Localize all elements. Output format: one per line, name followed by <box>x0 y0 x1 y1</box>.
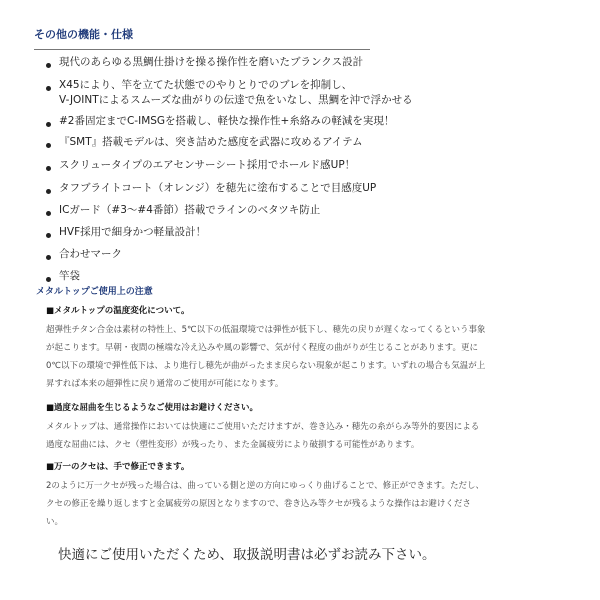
bullet-icon <box>46 189 51 194</box>
caution-heading: ■過度な屈曲を生じるようなご使用はお避けください。 <box>46 403 259 413</box>
title-divider <box>34 49 370 50</box>
caution-text: 昇すれば本来の超弾性に戻り通常のご使用が可能になります。 <box>46 379 284 389</box>
feature-text: タフブライトコート（オレンジ）を穂先に塗布することで目感度UP <box>59 182 377 194</box>
feature-text: #2番固定までC-IMSGを搭載し、軽快な操作性+糸絡みの軽減を実現！ <box>59 115 395 127</box>
bullet-icon <box>46 166 51 171</box>
caution-text: 0℃以下の環境で弾性低下は、より進行し穂先が曲がったまま戻らない現象が起こります。いずれの場合も気温が上 <box>46 361 486 371</box>
feature-list <box>46 55 576 286</box>
caution-text: い。 <box>46 517 64 527</box>
manual-notice: 快適にご使用いただくため、取扱説明書は必ずお読み下さい。 <box>58 547 436 563</box>
feature-text: 『SMT』搭載モデルは、突き詰めた感度を武器に攻めるアイテム <box>59 136 363 148</box>
feature-text: X45により、竿を立てた状態でのやりとりでのブレを抑制し、 <box>59 79 353 91</box>
feature-item <box>46 78 576 114</box>
feature-item <box>46 247 576 269</box>
caution-body <box>46 477 561 531</box>
caution-body <box>46 418 561 454</box>
feature-text: V-JOINTによるスムーズな曲がりの伝達で魚をいなし、黒鯛を沖で浮かせる <box>59 94 413 106</box>
feature-text: HVF採用で細身かつ軽量設計！ <box>59 226 207 238</box>
bullet-icon <box>46 255 51 260</box>
caution-text: クセの修正を繰り返しますと金属疲労の原因となりますので、巻き込み等クセが残るような操作はお避けくださ <box>46 499 471 509</box>
caution-heading: ■メタルトップの温度変化について。 <box>46 306 190 316</box>
caution-title: メタルトップご使用上の注意 <box>36 287 153 297</box>
feature-item <box>46 158 576 181</box>
feature-item <box>46 203 576 225</box>
caution-text: 過度な屈曲には、クセ（塑性変形）が残ったり、また金属疲労により破損する可能性があります。 <box>46 440 420 450</box>
feature-item <box>46 135 576 158</box>
caution-text: 2のように万一クセが残った場合は、曲っている側と逆の方向にゆっくり曲げることで、修正ができます。ただし、 <box>46 481 484 491</box>
caution-block-bending <box>46 402 561 454</box>
bullet-icon <box>46 143 51 148</box>
feature-text: 現代のあらゆる黒鯛仕掛けを操る操作性を磨いたブランクス設計 <box>59 56 364 68</box>
caution-text: メタルトップは、通常操作においては快適にご使用いただけますが、巻き込み・穂先の糸がらみ等外的要因による <box>46 422 480 432</box>
bullet-icon <box>46 86 51 91</box>
feature-item <box>46 55 576 76</box>
bullet-icon <box>46 211 51 216</box>
caution-block-correction <box>46 461 561 531</box>
feature-text: ICガード（#3～#4番節）搭載でラインのベタツキ防止 <box>59 204 321 216</box>
caution-block-temperature <box>46 305 561 393</box>
caution-heading: ■万一のクセは、手で修正できます。 <box>46 462 190 472</box>
bullet-icon <box>46 122 51 127</box>
feature-item <box>46 181 576 203</box>
caution-text: 超弾性チタン合金は素材の特性上、5℃以下の低温環境では弾性が低下し、穂先の戻りが遅くなってくるという事象 <box>46 325 486 335</box>
bullet-icon <box>46 277 51 282</box>
feature-text: 合わせマーク <box>59 248 122 260</box>
section-title: その他の機能・仕様 <box>34 28 133 41</box>
feature-text: 竿袋 <box>59 270 80 282</box>
feature-item <box>46 225 576 247</box>
caution-text: が起こります。早朝・夜間の極端な冷え込みや風の影響で、気が付く程度の曲がりが生じることがあります。更に <box>46 343 478 353</box>
feature-item <box>46 114 576 135</box>
bullet-icon <box>46 63 51 68</box>
feature-text: スクリュータイプのエアセンサーシート採用でホールド感UP！ <box>59 159 356 171</box>
bullet-icon <box>46 233 51 238</box>
caution-body <box>46 321 561 393</box>
